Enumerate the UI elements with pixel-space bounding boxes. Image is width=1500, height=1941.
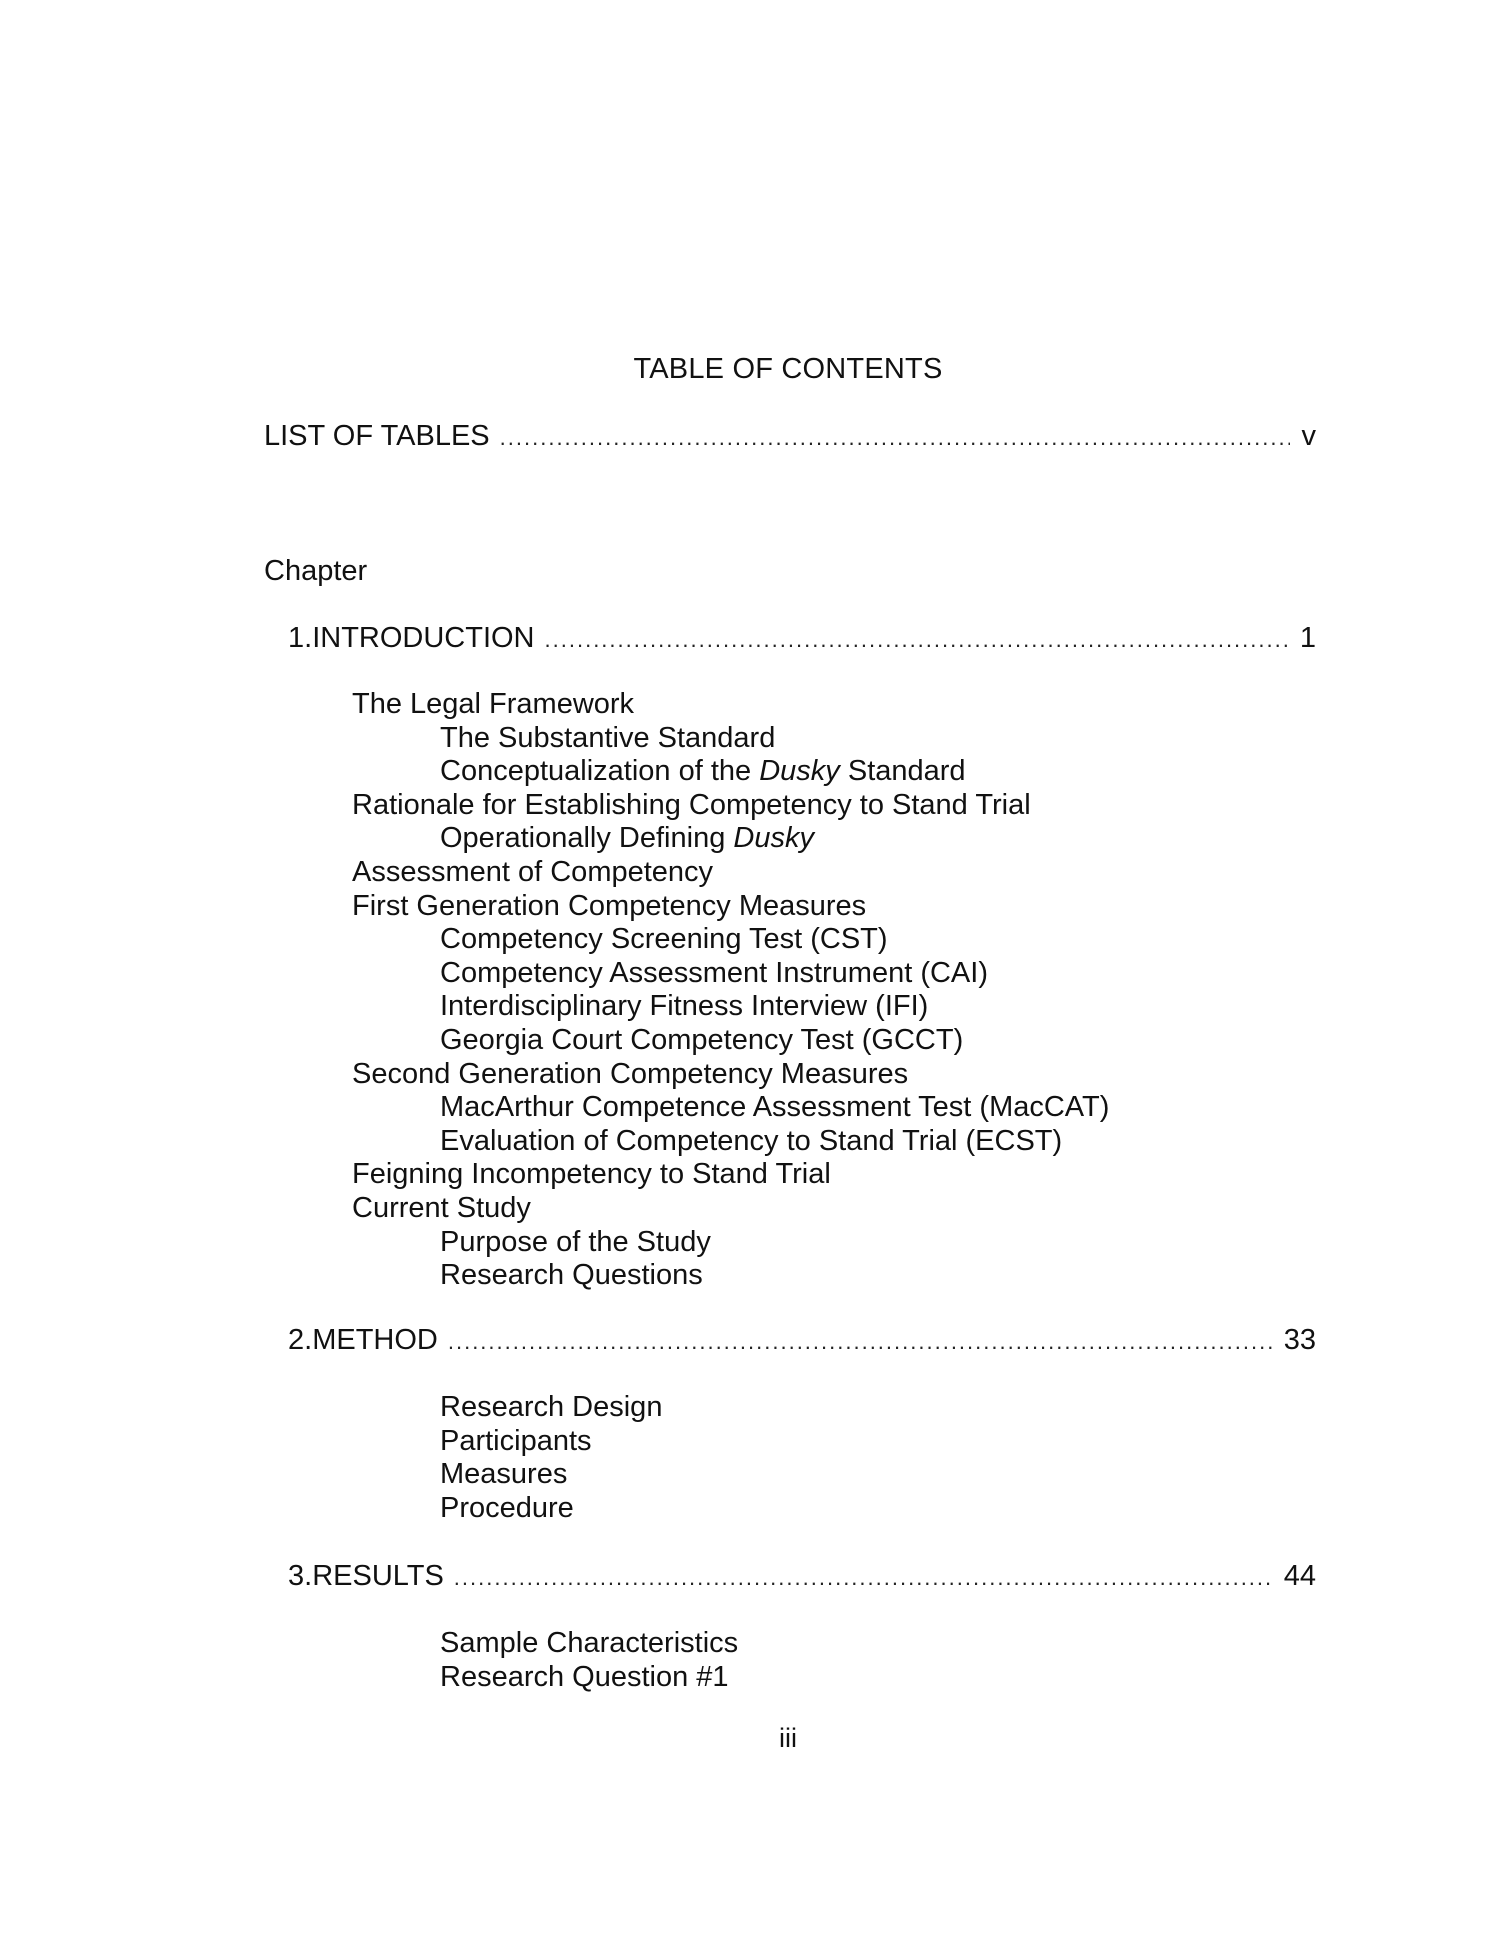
- toc-entry-chapter-1[interactable]: [264, 621, 1316, 657]
- toc-page-number: v: [1301, 420, 1316, 452]
- chapter-title: METHOD: [312, 1324, 438, 1356]
- subsection-item[interactable]: Measures: [440, 1458, 568, 1491]
- section-item[interactable]: The Legal Framework: [352, 688, 635, 720]
- italic-case-name: Dusky: [733, 822, 814, 855]
- chapter-title: RESULTS: [312, 1560, 444, 1592]
- section-item[interactable]: Rationale for Establishing Competency to Stand Trial: [352, 788, 1031, 821]
- section-item[interactable]: First Generation Competency Measures: [352, 889, 867, 922]
- chapter-2-sections: [0, 1391, 662, 1525]
- subsection-item[interactable]: MacArthur Competence Assessment Test (MacCAT): [440, 1091, 1110, 1124]
- subsection-text: Operationally Defining: [440, 822, 734, 855]
- subsection-item[interactable]: Interdisciplinary Fitness Interview (IFI): [440, 990, 929, 1023]
- subsection-text: Conceptualization of the: [440, 755, 760, 788]
- page-number: iii: [779, 1723, 797, 1753]
- chapter-number: 1.: [288, 622, 313, 654]
- chapter-title: INTRODUCTION: [312, 622, 535, 654]
- toc-page-number: 1: [1299, 622, 1316, 654]
- toc-entry-chapter-2[interactable]: [264, 1323, 1316, 1359]
- dot-leader: [448, 1325, 1272, 1359]
- section-item[interactable]: Assessment of Competency: [352, 855, 714, 888]
- subsection-item[interactable]: The Substantive Standard: [440, 721, 776, 754]
- page-title: TABLE OF CONTENTS: [633, 353, 943, 385]
- toc-entry-label: LIST OF TABLES: [264, 420, 490, 452]
- subsection-item[interactable]: Procedure: [440, 1491, 574, 1524]
- subsection-item[interactable]: Research Question #1: [440, 1660, 729, 1693]
- subsection-item[interactable]: Competency Assessment Instrument (CAI): [440, 956, 988, 989]
- subsection-item[interactable]: Research Design: [440, 1391, 663, 1423]
- subsection-item[interactable]: Sample Characteristics: [440, 1627, 739, 1659]
- subsection-item[interactable]: Research Questions: [440, 1259, 703, 1292]
- dot-leader: [500, 421, 1290, 455]
- subsection-item[interactable]: [0, 755, 1109, 789]
- dot-leader: [454, 1561, 1272, 1595]
- subsection-text: Standard: [839, 755, 966, 788]
- toc-page-number: 44: [1283, 1560, 1316, 1592]
- section-item[interactable]: Second Generation Competency Measures: [352, 1057, 909, 1090]
- section-item[interactable]: Current Study: [352, 1191, 531, 1224]
- chapter-3-sections: [0, 1627, 738, 1694]
- dot-leader: [545, 623, 1288, 657]
- chapter-1-sections: [0, 688, 1109, 1293]
- italic-case-name: Dusky: [759, 755, 840, 788]
- chapter-number: 3.: [288, 1560, 313, 1592]
- chapter-heading: Chapter: [264, 555, 368, 587]
- subsection-item[interactable]: Participants: [440, 1424, 592, 1457]
- toc-entry-chapter-3[interactable]: [264, 1559, 1316, 1595]
- subsection-item[interactable]: Purpose of the Study: [440, 1225, 711, 1258]
- subsection-item[interactable]: Evaluation of Competency to Stand Trial (ECST): [440, 1124, 1063, 1157]
- toc-page-number: 33: [1283, 1324, 1316, 1356]
- subsection-item[interactable]: Georgia Court Competency Test (GCCT): [440, 1023, 964, 1056]
- subsection-item[interactable]: Competency Screening Test (CST): [440, 923, 888, 956]
- section-item[interactable]: Feigning Incompetency to Stand Trial: [352, 1158, 831, 1191]
- chapter-number: 2.: [288, 1324, 313, 1356]
- subsection-item[interactable]: [0, 822, 1109, 856]
- toc-entry-list-of-tables[interactable]: [264, 419, 1316, 455]
